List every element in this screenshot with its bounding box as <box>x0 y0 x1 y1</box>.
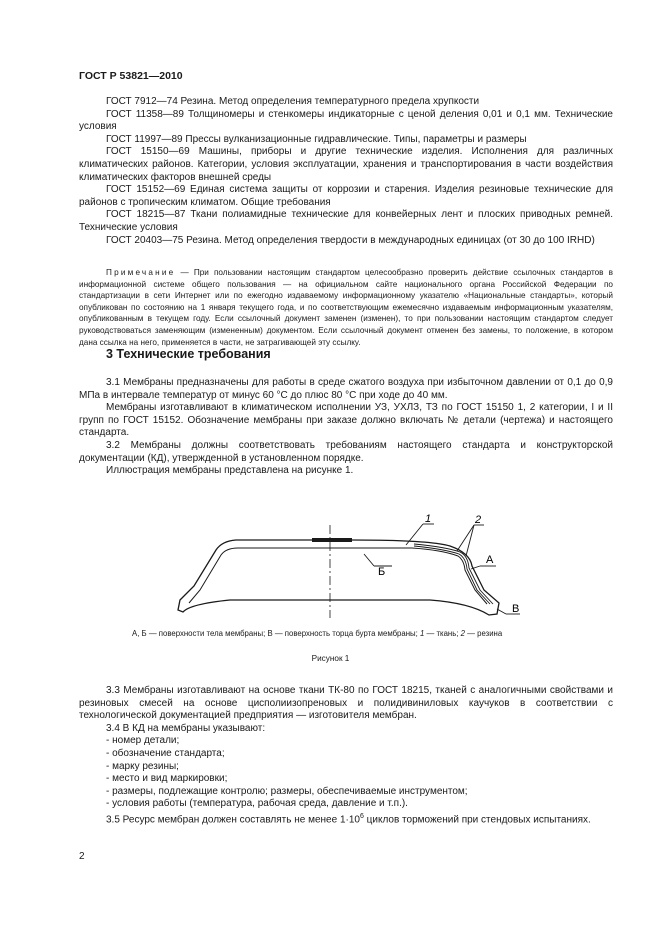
reference-item: ГОСТ 11997—89 Прессы вулканизационные гидравлические. Типы, параметры и размеры <box>106 133 527 145</box>
section-body-b <box>79 685 613 827</box>
paragraph: 3.2 Мембраны должны соответствовать требованиям настоящего стандарта и конструкторской документации (КД), утвержденной в установленном порядке. <box>79 439 613 464</box>
list-item: - размеры, подлежащие контролю; размеры, обеспечиваемые инструментом; <box>106 785 468 797</box>
leader-line-b <box>364 554 374 566</box>
reference-item: ГОСТ 18215—87 Ткани полиамидные технические для конвейерных лент и плоских приводных ремней. Технические условия <box>79 209 613 233</box>
figure-label-2: 2 <box>475 514 482 526</box>
note-label: Примечание <box>106 268 176 277</box>
leader-line-1 <box>406 524 423 545</box>
figure-title: Рисунок 1 <box>311 654 350 663</box>
figure-caption: А, Б — поверхности тела мембраны; В — поверхность торца бурта мембраны; 1 — ткань; 2 — резина <box>132 629 503 638</box>
membrane-layer-line <box>414 546 490 604</box>
section-body-a <box>79 377 613 478</box>
paragraph: 3.1 Мембраны предназначены для работы в среде сжатого воздуха при избыточном давлении от 0,1 до 0,9 МПа в интервале температур от минус 60 °С до плюс 80 °С при ходе до 40 мм. <box>79 377 613 401</box>
figure-label-b: Б <box>378 566 386 578</box>
leader-line-2 <box>466 525 474 556</box>
paragraph: 3.3 Мембраны изготавливают на основе ткани ТК-80 по ГОСТ 18215, тканей с аналогичными свойствами и резиновых смесей на основе цисполиизопреновых и полидивиниловых каучуков в соответствии с технологической документацией предприятия — изготовителя мембран. <box>79 685 613 722</box>
list-item: - марку резины; <box>106 760 179 772</box>
reference-item: ГОСТ 15150—69 Машины, приборы и другие технические изделия. Исполнения для различных климатических районов. Категории, условия эксплуатации, хранения и транспортирования в части воздействия климатических факторов внешней среды <box>79 146 613 183</box>
document-header: ГОСТ Р 53821—2010 <box>79 70 183 82</box>
references-list <box>79 96 613 247</box>
leader-line-a <box>471 566 480 569</box>
page-number: 2 <box>79 851 85 862</box>
figure-label-1: 1 <box>425 513 432 525</box>
list-item: - место и вид маркировки; <box>106 773 228 785</box>
paragraph-3-5: 3.5 Ресурс мембран должен составлять не менее $1\cdot 10^6$ циклов торможений при стендовых испытаниях. <box>106 812 591 826</box>
list-item: - номер детали; <box>106 735 180 747</box>
figure-label-v: В <box>512 603 520 615</box>
reference-item: ГОСТ 20403—75 Резина. Метод определения твердости в международных единицах (от 30 до 100 IRHD) <box>106 234 595 246</box>
figure-label-a: А <box>486 554 494 566</box>
membrane-outer-surface <box>178 540 499 615</box>
reference-item: ГОСТ 7912—74 Резина. Метод определения температурного предела хрупкости <box>106 96 480 107</box>
paragraph: 3.4 В КД на мембраны указывают: <box>106 722 266 734</box>
reference-item: ГОСТ 15152—69 Единая система защиты от коррозии и старения. Изделия резиновые технические для районов с тропическим климатом. Общие требования <box>79 184 613 208</box>
list-item: - обозначение стандарта; <box>106 747 225 759</box>
paragraph: Мембраны изготавливают в климатическом исполнении УЗ, УХЛЗ, ТЗ по ГОСТ 15150 1, 2 категории, I и II групп по ГОСТ 15152. Обозначение мембраны при заказе должно включать № детали (чертежа) и настоящего стандарта. <box>79 402 613 439</box>
reference-item: ГОСТ 11358—89 Толщиномеры и стенкомеры индикаторные с ценой деления 0,01 и 0,1 мм. Технические условия <box>79 108 613 133</box>
paragraph: Иллюстрация мембраны представлена на рисунке 1. <box>106 465 354 477</box>
note-block <box>79 267 613 348</box>
list-item: - условия работы (температура, рабочая среда, давление и т.п.). <box>106 798 408 810</box>
leader-line-v <box>497 609 506 614</box>
marking-strip <box>312 538 352 542</box>
membrane-layer-line <box>414 544 493 604</box>
note-text: — При пользовании настоящим стандартом целесообразно проверить действие ссылочных стандартов в информационной системе общего пользования — на официальном сайте национального органа Российской Федерации по стандартизации в сети Интернет или по ежегодно издаваемому информационному указателю «Национальные стандарты», который опубликован по состоянию на 1 января текущего года, и по соответствующим ежемесячно издаваемым информационным указателям, опубликованным в текущем году. Если ссылочный документ заменен (изменен), то при пользовании настоящим стандартом следует руководствоваться заменяющим (измененным) документом. Если ссылочный документ отменен без замены, то положение, в котором дана ссылка на него, применяется в части, не затрагивающей эту ссылку. <box>79 268 613 347</box>
kd-list <box>79 735 613 811</box>
leader-line-2 <box>457 525 474 551</box>
membrane-inner-surface <box>189 548 487 604</box>
section-title: 3 Технические требования <box>106 347 271 361</box>
